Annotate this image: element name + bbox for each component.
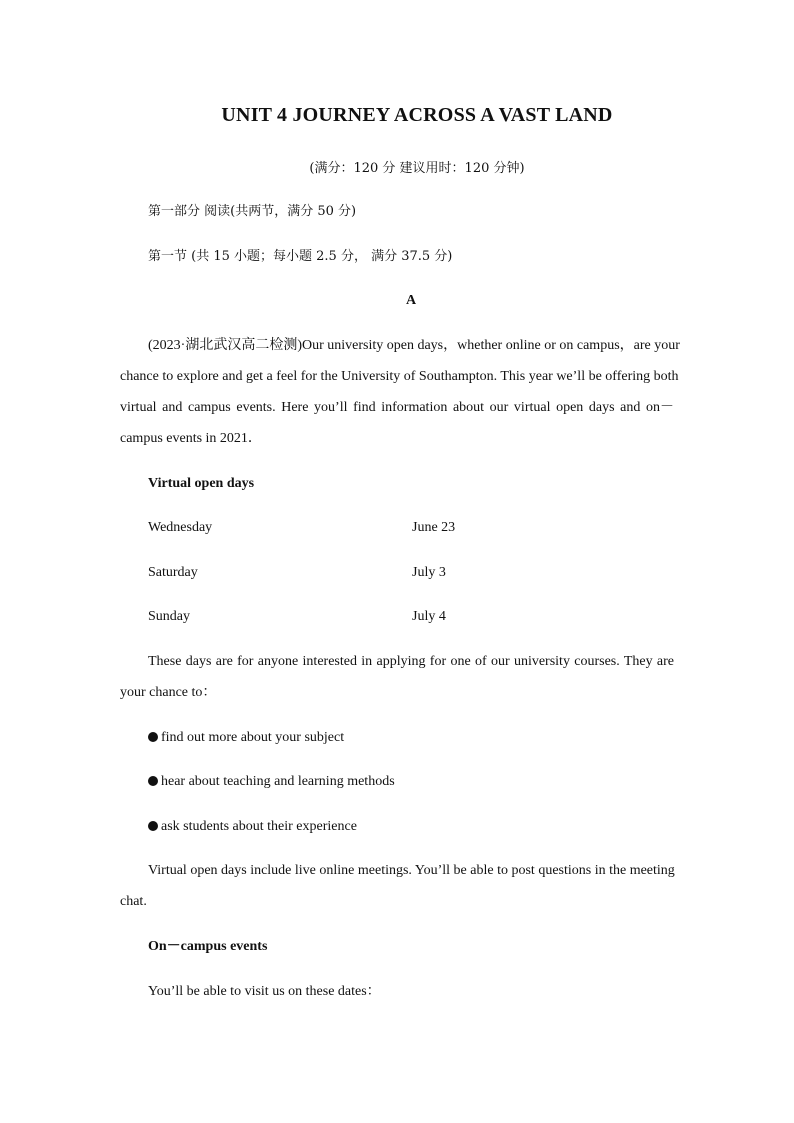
bullet-icon: [148, 821, 158, 831]
para3-line-1: Virtual open days include live online meetings. You’ll be able to post questions in the meeting: [148, 863, 675, 878]
bullet-item: [148, 818, 357, 836]
intro-line-2: chance to explore and get a feel for the University of Southampton. This year we’ll be offering both: [120, 369, 679, 384]
bullet-item: [148, 729, 344, 747]
intro-line-1: (2023·湖北武汉高二检测)Our university open days，whether online or on campus，are your: [148, 338, 680, 353]
on-campus-events-heading: On－campus events: [148, 939, 268, 954]
bullet-icon: [148, 776, 158, 786]
bullet-text: find out more about your subject: [161, 730, 345, 745]
intro-line-3: virtual and campus events. Here you’ll find information about our virtual open days and on－: [120, 400, 674, 415]
page-title: UNIT 4 JOURNEY ACROSS A VAST LAND: [221, 104, 613, 126]
virtual-day-1: Wednesday: [148, 520, 213, 535]
section-label: 第一节 (共 15 小题；每小题 2.5 分， 满分 37.5 分): [148, 249, 453, 264]
score-time-note: (满分：120 分 建议用时：120 分钟): [309, 161, 525, 176]
bullet-text: hear about teaching and learning methods: [161, 774, 395, 789]
virtual-day-2: Saturday: [148, 565, 198, 580]
virtual-open-days-heading: Virtual open days: [148, 476, 255, 491]
part-label: 第一部分 阅读(共两节，满分 50 分): [148, 204, 357, 219]
passage-letter: A: [405, 293, 417, 308]
virtual-date-3: July 4: [412, 609, 446, 624]
para3-line-2: chat.: [120, 894, 147, 909]
virtual-date-2: July 3: [412, 565, 446, 580]
intro-line-4: campus events in 2021．: [120, 431, 262, 446]
bullet-icon: [148, 732, 158, 742]
bullet-item: [148, 773, 395, 791]
virtual-date-1: June 23: [412, 520, 456, 535]
bullet-text: ask students about their experience: [161, 819, 357, 834]
virtual-day-3: Sunday: [148, 609, 190, 624]
para2-line-2: your chance to：: [120, 685, 217, 700]
campus-intro-text: You’ll be able to visit us on these dates：: [148, 984, 381, 999]
para2-line-1: These days are for anyone interested in applying for one of our university courses. They are: [148, 654, 674, 669]
